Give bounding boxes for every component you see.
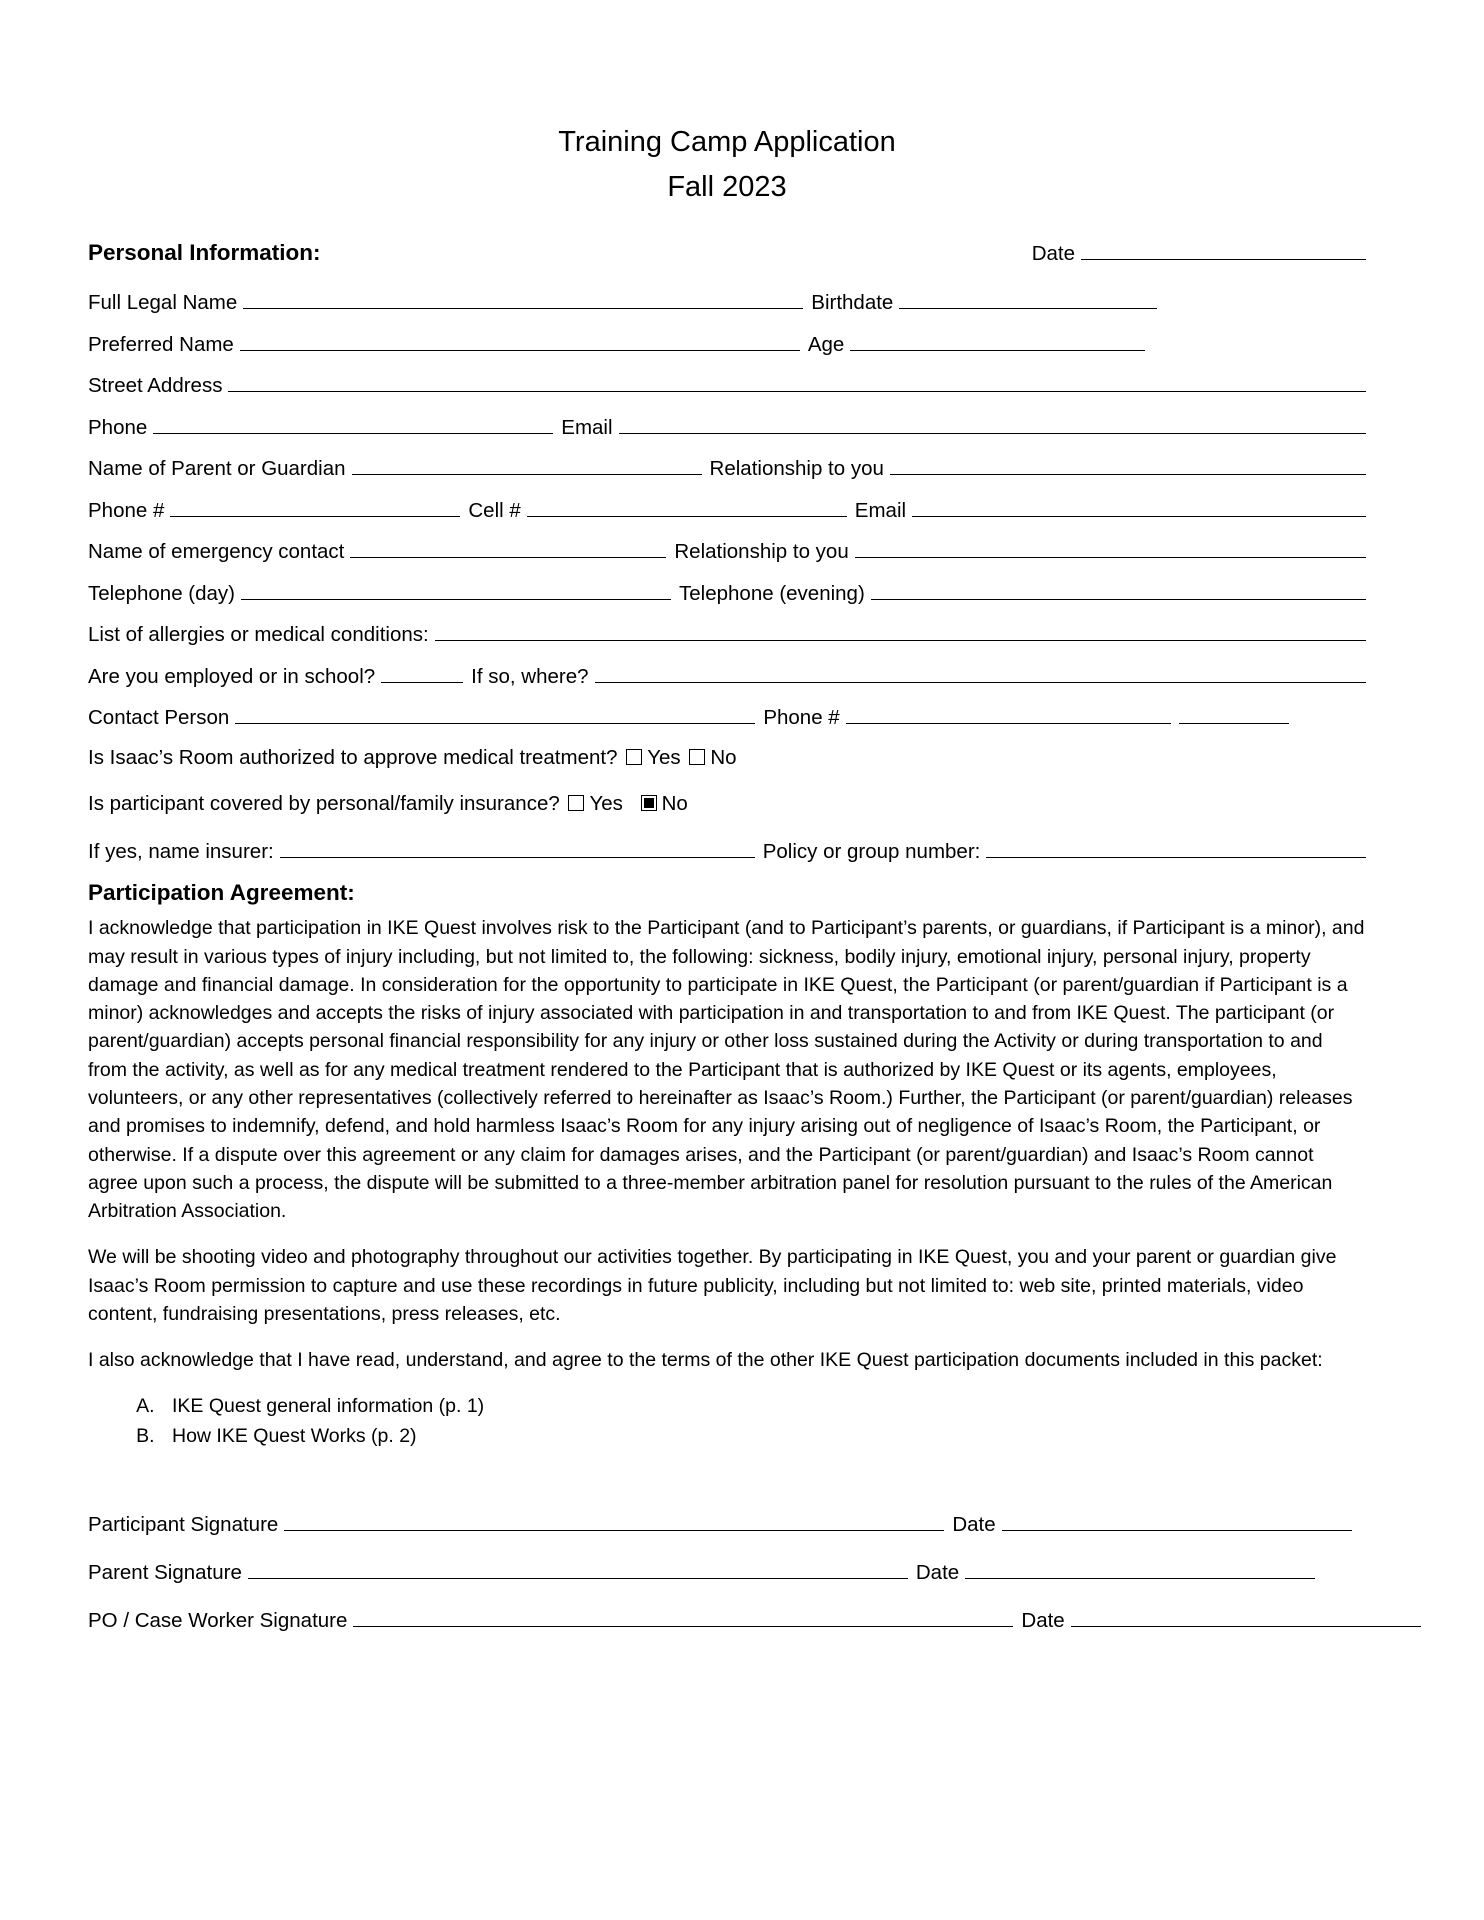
input-cell-number[interactable] bbox=[527, 497, 847, 517]
label-relationship-2: Relationship to you bbox=[674, 540, 849, 564]
input-full-legal-name[interactable] bbox=[243, 289, 803, 309]
row-po-case-worker-signature bbox=[88, 1607, 1366, 1633]
row-full-legal-name bbox=[88, 289, 1366, 314]
page-subtitle: Fall 2023 bbox=[667, 170, 787, 203]
checkbox-medical-treatment-yes[interactable] bbox=[626, 749, 642, 765]
label-full-legal-name: Full Legal Name bbox=[88, 291, 238, 315]
input-contact-person[interactable] bbox=[235, 704, 755, 724]
label-contact-person: Contact Person bbox=[88, 706, 230, 730]
section-heading-participation-agreement: Participation Agreement: bbox=[88, 880, 355, 906]
input-email-2[interactable] bbox=[912, 497, 1366, 517]
label-policy-number: Policy or group number: bbox=[762, 839, 981, 863]
input-contact-phone-extra[interactable] bbox=[1179, 704, 1289, 724]
row-street-address bbox=[88, 372, 1366, 397]
input-phone[interactable] bbox=[153, 414, 553, 434]
checkbox-insurance-yes[interactable] bbox=[568, 795, 584, 811]
input-relationship-2[interactable] bbox=[855, 538, 1366, 558]
page-title: Training Camp Application bbox=[558, 126, 896, 158]
label-medical-treatment-no: No bbox=[710, 745, 737, 769]
input-emergency-contact[interactable] bbox=[350, 538, 666, 558]
checkbox-insurance-no[interactable] bbox=[641, 795, 657, 811]
label-parent-guardian: Name of Parent or Guardian bbox=[88, 457, 346, 481]
input-telephone-evening[interactable] bbox=[871, 580, 1366, 600]
packet-document-list bbox=[88, 1392, 1366, 1451]
label-email: Email bbox=[561, 415, 613, 439]
input-participant-signature-date[interactable] bbox=[1002, 1511, 1352, 1531]
label-parent-signature-date: Date bbox=[915, 1560, 960, 1584]
label-emergency-contact: Name of emergency contact bbox=[88, 540, 345, 564]
label-participant-signature: Participant Signature bbox=[88, 1512, 279, 1536]
label-parent-signature: Parent Signature bbox=[88, 1560, 242, 1584]
row-parent-signature bbox=[88, 1559, 1366, 1585]
input-telephone-day[interactable] bbox=[241, 580, 671, 600]
row-preferred-name bbox=[88, 331, 1366, 356]
section-heading-personal-information: Personal Information: bbox=[88, 239, 321, 265]
label-if-so-where: If so, where? bbox=[471, 664, 589, 688]
row-parent-guardian bbox=[88, 455, 1366, 480]
label-participant-signature-date: Date bbox=[952, 1512, 996, 1536]
row-insurer bbox=[88, 838, 1366, 863]
input-birthdate[interactable] bbox=[899, 289, 1157, 309]
label-telephone-day: Telephone (day) bbox=[88, 581, 236, 605]
label-insurer: If yes, name insurer: bbox=[88, 839, 274, 863]
label-birthdate: Birthdate bbox=[811, 291, 894, 315]
personal-info-header-row bbox=[88, 232, 1366, 273]
list-item: B. How IKE Quest Works (p. 2) bbox=[160, 1422, 1366, 1451]
label-relationship: Relationship to you bbox=[709, 457, 884, 481]
label-street-address: Street Address bbox=[88, 374, 223, 398]
label-insurance-yes: Yes bbox=[589, 791, 623, 815]
row-parent-contact bbox=[88, 497, 1366, 522]
question-medical-treatment-text: Is Isaac’s Room authorized to approve medical treatment? bbox=[88, 745, 618, 769]
input-if-so-where[interactable] bbox=[595, 663, 1366, 683]
input-email[interactable] bbox=[619, 414, 1366, 434]
row-telephones bbox=[88, 580, 1366, 605]
row-emergency-contact bbox=[88, 538, 1366, 563]
label-po-case-worker-date: Date bbox=[1021, 1608, 1065, 1632]
input-contact-phone[interactable] bbox=[846, 704, 1171, 724]
input-employed-or-school[interactable] bbox=[381, 663, 463, 683]
label-preferred-name: Preferred Name bbox=[88, 332, 234, 356]
input-parent-guardian[interactable] bbox=[352, 455, 702, 475]
row-employment bbox=[88, 663, 1366, 688]
row-participant-signature bbox=[88, 1511, 1366, 1537]
label-allergies: List of allergies or medical conditions: bbox=[88, 623, 429, 647]
input-po-case-worker-date[interactable] bbox=[1071, 1607, 1421, 1627]
label-po-case-worker-signature: PO / Case Worker Signature bbox=[88, 1608, 348, 1632]
label-date: Date bbox=[1031, 241, 1075, 265]
input-allergies[interactable] bbox=[435, 621, 1366, 641]
input-age[interactable] bbox=[850, 331, 1145, 351]
question-medical-treatment bbox=[88, 746, 1366, 770]
agreement-paragraph-3: I also acknowledge that I have read, understand, and agree to the terms of the other IKE Quest participation documents included in this packet: bbox=[88, 1349, 1323, 1372]
input-policy-number[interactable] bbox=[986, 838, 1366, 858]
label-insurance-no: No bbox=[661, 791, 688, 815]
label-medical-treatment-yes: Yes bbox=[647, 745, 681, 769]
row-phone-email bbox=[88, 414, 1366, 439]
label-email-2: Email bbox=[854, 498, 907, 522]
agreement-paragraph-1: I acknowledge that participation in IKE Quest involves risk to the Participant (and to Participant’s parents, or guardians, if Participant is a minor), and may result in various types of injury including, but not limited to, the following: sickness, bodily injury, emotional injury, personal injury, property damage and financial damage. In consideration for the opportunity to participate in IKE Quest, the Participant (or parent/guardian if Participant is a minor) acknowledges and accepts the risks of injury associated with participation in and transportation to and from IKE Quest. The participant (or parent/guardian) accepts personal financial responsibility for any injury or other loss sustained during the Activity or during transportation to and from the activity, as well as for any medical treatment rendered to the Participant that is authorized by IKE Quest or its agents, employees, volunteers, or any other representatives (collectively referred to hereinafter as Isaac’s Room.) Further, the Participant (or parent/guardian) releases and promises to indemnify, defend, and hold harmless Isaac’s Room for any injury arising out of negligence of Isaac’s Room, the Participant, or otherwise. If a dispute over this agreement or any claim for damages arises, and the Participant (or parent/guardian) and Isaac’s Room cannot agree upon such a process, the dispute will be submitted to a three-member arbitration panel for resolution pursuant to the rules of the American Arbitration Association. bbox=[88, 917, 1365, 1223]
input-street-address[interactable] bbox=[228, 372, 1366, 392]
label-phone: Phone bbox=[88, 415, 148, 439]
input-parent-signature-date[interactable] bbox=[965, 1559, 1315, 1579]
input-phone-number[interactable] bbox=[170, 497, 460, 517]
input-po-case-worker-signature[interactable] bbox=[353, 1607, 1013, 1627]
label-age: Age bbox=[807, 332, 845, 356]
label-contact-phone: Phone # bbox=[763, 706, 840, 730]
spacer bbox=[321, 241, 1024, 260]
input-insurer[interactable] bbox=[280, 838, 755, 858]
list-item: A. IKE Quest general information (p. 1) bbox=[160, 1392, 1366, 1421]
input-relationship[interactable] bbox=[890, 455, 1366, 475]
label-employed-or-school: Are you employed or in school? bbox=[88, 664, 376, 688]
agreement-paragraph-2: We will be shooting video and photography throughout our activities together. By participating in IKE Quest, you and your parent or guardian give Isaac’s Room permission to capture and use these recordings in future publicity, including but not limited to: web site, printed materials, video content, fundraising presentations, press releases, etc. bbox=[88, 1246, 1337, 1325]
row-contact-person bbox=[88, 704, 1366, 729]
input-date[interactable] bbox=[1081, 240, 1366, 260]
input-preferred-name[interactable] bbox=[240, 331, 800, 351]
input-participant-signature[interactable] bbox=[284, 1511, 944, 1531]
question-insurance-coverage-text: Is participant covered by personal/family insurance? bbox=[88, 791, 560, 815]
question-insurance-coverage bbox=[88, 792, 1366, 816]
input-parent-signature[interactable] bbox=[248, 1559, 908, 1579]
label-phone-number: Phone # bbox=[88, 498, 165, 522]
checkbox-medical-treatment-no[interactable] bbox=[689, 749, 705, 765]
label-cell-number: Cell # bbox=[468, 498, 521, 522]
label-telephone-evening: Telephone (evening) bbox=[679, 581, 865, 605]
row-allergies bbox=[88, 621, 1366, 646]
signature-block bbox=[88, 1511, 1366, 1633]
